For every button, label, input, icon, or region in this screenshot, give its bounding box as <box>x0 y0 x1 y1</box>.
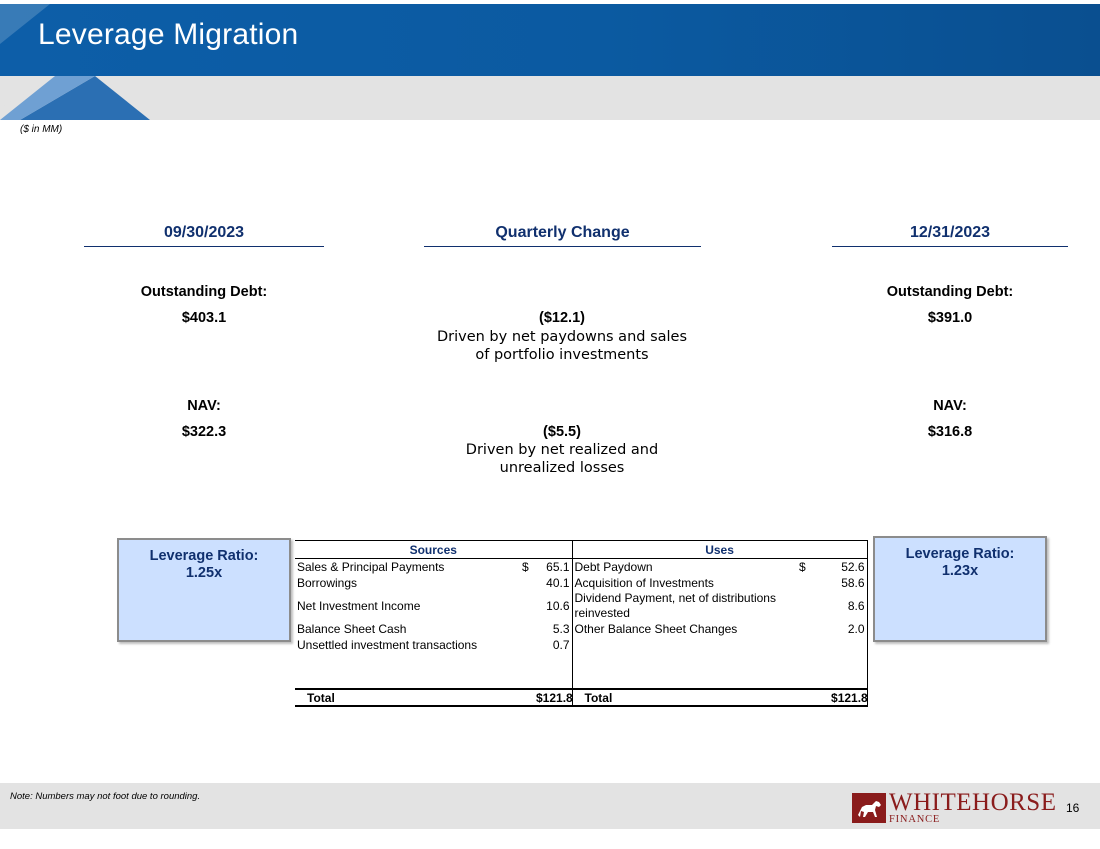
units-note: ($ in MM) <box>20 124 63 135</box>
table-row <box>295 575 867 591</box>
logo-subtitle: FINANCE <box>889 814 941 825</box>
use-label: Acquisition of Investments <box>574 576 714 590</box>
change-nav-description: Driven by net realized and unrealized losses <box>465 442 659 476</box>
table-row <box>295 591 867 621</box>
end-nav-value: $316.8 <box>927 424 973 440</box>
table-row <box>295 621 867 637</box>
use-label: Debt Paydown <box>574 560 653 574</box>
use-value: 58.6 <box>829 575 867 591</box>
page-number: 16 <box>1066 801 1080 815</box>
end-debt-value: $391.0 <box>927 310 973 326</box>
uses-total-label: Total <box>572 689 797 706</box>
sources-total-label: Total <box>295 689 520 706</box>
header-subbar <box>0 76 1100 120</box>
use-label: Dividend Payment, net of distributions reinvested <box>574 591 776 620</box>
start-debt-value: $403.1 <box>181 310 227 326</box>
quarterly-change-heading: Quarterly Change <box>424 224 701 247</box>
source-value: 65.1 <box>534 559 572 576</box>
start-debt-label: Outstanding Debt: <box>140 284 268 300</box>
start-leverage-label: Leverage Ratio: <box>149 548 259 564</box>
source-label: Sales & Principal Payments <box>297 560 445 574</box>
start-leverage-value: 1.25x <box>185 565 223 581</box>
table-spacer-row <box>295 653 867 689</box>
currency-symbol: $ <box>522 560 529 574</box>
horse-icon <box>852 793 886 823</box>
change-debt-value: ($12.1) <box>539 310 585 326</box>
start-nav-label: NAV: <box>187 398 221 414</box>
use-value: 2.0 <box>829 621 867 637</box>
sources-uses-table <box>295 540 868 707</box>
source-label: Balance Sheet Cash <box>297 622 407 636</box>
page-title: Leverage Migration <box>38 18 299 51</box>
source-value: 5.3 <box>534 621 572 637</box>
sources-total-value: $121.8 <box>536 690 573 705</box>
end-debt-label: Outstanding Debt: <box>886 284 1014 300</box>
start-leverage-box <box>117 538 291 642</box>
uses-total-value: $121.8 <box>831 690 868 705</box>
table-total-row <box>295 689 867 706</box>
start-nav-value: $322.3 <box>181 424 227 440</box>
end-leverage-label: Leverage Ratio: <box>905 546 1015 562</box>
end-leverage-box <box>873 536 1047 642</box>
source-value: 10.6 <box>534 591 572 621</box>
currency-symbol: $ <box>799 560 806 574</box>
end-leverage-value: 1.23x <box>941 563 979 579</box>
source-label: Unsettled investment transactions <box>297 638 478 652</box>
source-value: 0.7 <box>534 637 572 653</box>
use-value: 8.6 <box>829 591 867 621</box>
use-label: Other Balance Sheet Changes <box>574 622 738 636</box>
sources-header: Sources <box>295 541 572 559</box>
table-row <box>295 637 867 653</box>
whitehorse-logo <box>852 791 1056 825</box>
change-nav-value: ($5.5) <box>543 424 581 440</box>
source-label: Net Investment Income <box>297 599 421 613</box>
use-value: 52.6 <box>829 559 867 576</box>
logo-name: WHITEHORSE <box>889 789 1057 816</box>
end-date-heading: 12/31/2023 <box>832 224 1068 247</box>
start-date-heading: 09/30/2023 <box>84 224 324 247</box>
source-label: Borrowings <box>297 576 358 590</box>
change-debt-description: Driven by net paydowns and sales of portfolio investments <box>436 329 688 363</box>
table-row <box>295 559 867 576</box>
source-value: 40.1 <box>534 575 572 591</box>
end-nav-label: NAV: <box>933 398 967 414</box>
uses-header: Uses <box>572 541 867 559</box>
footnote: Note: Numbers may not foot due to rounding. <box>10 791 201 802</box>
